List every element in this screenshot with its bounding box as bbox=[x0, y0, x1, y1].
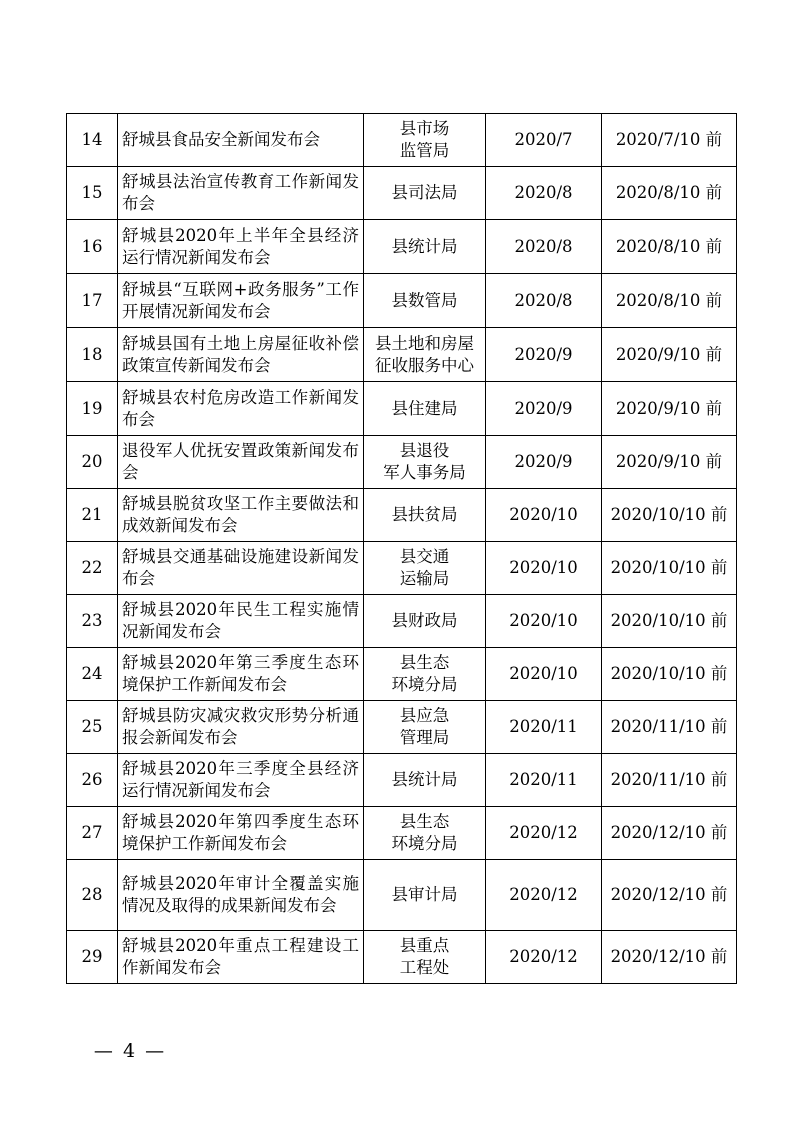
scheduled-month: 2020/8 bbox=[486, 167, 602, 220]
table-row bbox=[67, 489, 737, 542]
deadline: 2020/8/10 前 bbox=[602, 274, 737, 328]
responsible-unit: 县统计局 bbox=[364, 754, 486, 807]
row-number: 17 bbox=[67, 274, 118, 328]
conference-name: 舒城县2020年第三季度生态环境保护工作新闻发布会 bbox=[118, 648, 364, 701]
row-number: 23 bbox=[67, 595, 118, 648]
scheduled-month: 2020/11 bbox=[486, 701, 602, 754]
scheduled-month: 2020/9 bbox=[486, 436, 602, 489]
deadline: 2020/12/10 前 bbox=[602, 931, 737, 984]
conference-name: 舒城县脱贫攻坚工作主要做法和成效新闻发布会 bbox=[118, 489, 364, 542]
table-row bbox=[67, 220, 737, 274]
row-number: 26 bbox=[67, 754, 118, 807]
responsible-unit: 县司法局 bbox=[364, 167, 486, 220]
responsible-unit: 县市场 监管局 bbox=[364, 114, 486, 167]
row-number: 15 bbox=[67, 167, 118, 220]
scheduled-month: 2020/10 bbox=[486, 542, 602, 595]
table-row bbox=[67, 931, 737, 984]
deadline: 2020/10/10 前 bbox=[602, 648, 737, 701]
deadline: 2020/10/10 前 bbox=[602, 489, 737, 542]
conference-name: 舒城县“互联网+政务服务”工作开展情况新闻发布会 bbox=[118, 274, 364, 328]
conference-name: 舒城县防灾减灾救灾形势分析通报会新闻发布会 bbox=[118, 701, 364, 754]
table-row bbox=[67, 436, 737, 489]
scheduled-month: 2020/9 bbox=[486, 328, 602, 382]
scheduled-month: 2020/10 bbox=[486, 489, 602, 542]
table-row bbox=[67, 382, 737, 436]
responsible-unit: 县生态 环境分局 bbox=[364, 648, 486, 701]
deadline: 2020/9/10 前 bbox=[602, 328, 737, 382]
table-row bbox=[67, 807, 737, 860]
deadline: 2020/10/10 前 bbox=[602, 595, 737, 648]
responsible-unit: 县审计局 bbox=[364, 860, 486, 931]
responsible-unit: 县扶贫局 bbox=[364, 489, 486, 542]
table-body bbox=[67, 114, 737, 984]
table-row bbox=[67, 114, 737, 167]
conference-name: 舒城县农村危房改造工作新闻发布会 bbox=[118, 382, 364, 436]
row-number: 14 bbox=[67, 114, 118, 167]
table-row bbox=[67, 167, 737, 220]
scheduled-month: 2020/9 bbox=[486, 382, 602, 436]
conference-name: 退役军人优抚安置政策新闻发布会 bbox=[118, 436, 364, 489]
row-number: 21 bbox=[67, 489, 118, 542]
conference-name: 舒城县2020年重点工程建设工作新闻发布会 bbox=[118, 931, 364, 984]
page-number: — 4 — bbox=[93, 1040, 167, 1062]
responsible-unit: 县住建局 bbox=[364, 382, 486, 436]
deadline: 2020/12/10 前 bbox=[602, 860, 737, 931]
table-row bbox=[67, 328, 737, 382]
conference-name: 舒城县2020年审计全覆盖实施情况及取得的成果新闻发布会 bbox=[118, 860, 364, 931]
row-number: 22 bbox=[67, 542, 118, 595]
scheduled-month: 2020/10 bbox=[486, 648, 602, 701]
conference-name: 舒城县交通基础设施建设新闻发布会 bbox=[118, 542, 364, 595]
deadline: 2020/9/10 前 bbox=[602, 436, 737, 489]
responsible-unit: 县土地和房屋 征收服务中心 bbox=[364, 328, 486, 382]
row-number: 20 bbox=[67, 436, 118, 489]
row-number: 24 bbox=[67, 648, 118, 701]
table-row bbox=[67, 701, 737, 754]
row-number: 28 bbox=[67, 860, 118, 931]
row-number: 18 bbox=[67, 328, 118, 382]
row-number: 29 bbox=[67, 931, 118, 984]
row-number: 25 bbox=[67, 701, 118, 754]
deadline: 2020/8/10 前 bbox=[602, 167, 737, 220]
deadline: 2020/10/10 前 bbox=[602, 542, 737, 595]
deadline: 2020/7/10 前 bbox=[602, 114, 737, 167]
table-row bbox=[67, 860, 737, 931]
conference-name: 舒城县法治宣传教育工作新闻发布会 bbox=[118, 167, 364, 220]
deadline: 2020/8/10 前 bbox=[602, 220, 737, 274]
scheduled-month: 2020/10 bbox=[486, 595, 602, 648]
row-number: 19 bbox=[67, 382, 118, 436]
press-conference-schedule-table bbox=[66, 113, 737, 984]
deadline: 2020/9/10 前 bbox=[602, 382, 737, 436]
table-row bbox=[67, 542, 737, 595]
responsible-unit: 县重点 工程处 bbox=[364, 931, 486, 984]
table-row bbox=[67, 754, 737, 807]
conference-name: 舒城县2020年上半年全县经济运行情况新闻发布会 bbox=[118, 220, 364, 274]
responsible-unit: 县数管局 bbox=[364, 274, 486, 328]
responsible-unit: 县退役 军人事务局 bbox=[364, 436, 486, 489]
conference-name: 舒城县2020年民生工程实施情况新闻发布会 bbox=[118, 595, 364, 648]
scheduled-month: 2020/12 bbox=[486, 807, 602, 860]
scheduled-month: 2020/8 bbox=[486, 220, 602, 274]
conference-name: 舒城县国有土地上房屋征收补偿政策宣传新闻发布会 bbox=[118, 328, 364, 382]
conference-name: 舒城县2020年三季度全县经济运行情况新闻发布会 bbox=[118, 754, 364, 807]
conference-name: 舒城县食品安全新闻发布会 bbox=[118, 114, 364, 167]
row-number: 27 bbox=[67, 807, 118, 860]
scheduled-month: 2020/12 bbox=[486, 860, 602, 931]
responsible-unit: 县财政局 bbox=[364, 595, 486, 648]
deadline: 2020/11/10 前 bbox=[602, 701, 737, 754]
conference-name: 舒城县2020年第四季度生态环境保护工作新闻发布会 bbox=[118, 807, 364, 860]
table-row bbox=[67, 595, 737, 648]
responsible-unit: 县应急 管理局 bbox=[364, 701, 486, 754]
scheduled-month: 2020/8 bbox=[486, 274, 602, 328]
row-number: 16 bbox=[67, 220, 118, 274]
responsible-unit: 县统计局 bbox=[364, 220, 486, 274]
deadline: 2020/11/10 前 bbox=[602, 754, 737, 807]
table-row bbox=[67, 274, 737, 328]
table-row bbox=[67, 648, 737, 701]
scheduled-month: 2020/7 bbox=[486, 114, 602, 167]
deadline: 2020/12/10 前 bbox=[602, 807, 737, 860]
responsible-unit: 县生态 环境分局 bbox=[364, 807, 486, 860]
responsible-unit: 县交通 运输局 bbox=[364, 542, 486, 595]
scheduled-month: 2020/12 bbox=[486, 931, 602, 984]
scheduled-month: 2020/11 bbox=[486, 754, 602, 807]
